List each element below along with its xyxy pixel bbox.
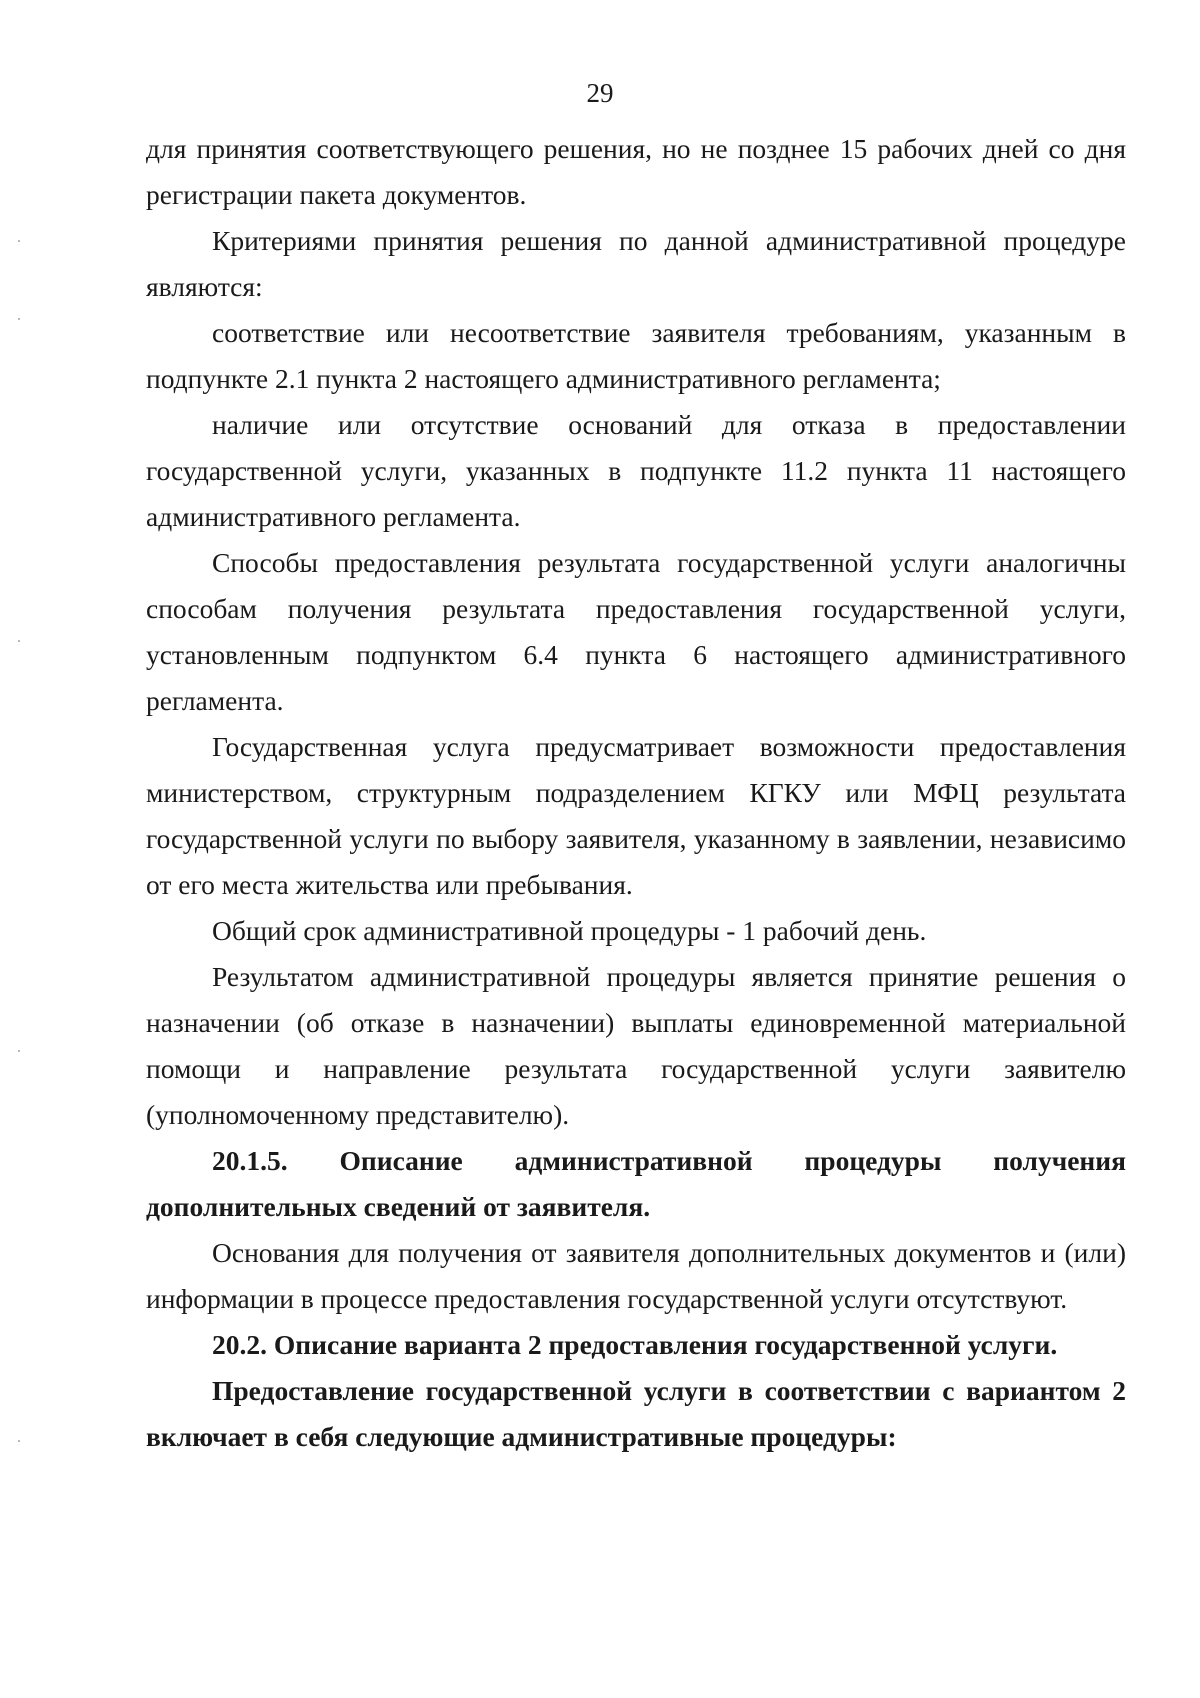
paragraph-result-delivery: Способы предоставления результата государственной услуги аналогичны способам получения результата предоставления государственной услуги, установленным подпунктом 6.4 пункта 6 настоящего административного регламента. (146, 547, 1126, 716)
paragraph-deadline: для принятия соответствующего решения, но не позднее 15 рабочих дней со дня регистрации пакета документов. (146, 133, 1126, 210)
scan-speck (18, 1050, 20, 1052)
paragraph-criteria-intro: Критериями принятия решения по данной административной процедуре являются: (146, 225, 1126, 302)
paragraph-criteria-refusal-grounds: наличие или отсутствие оснований для отказа в предоставлении государственной услуги, указанных в подпункте 11.2 пункта 11 настоящего административного регламента. (146, 409, 1126, 532)
page-number: 29 (586, 78, 614, 108)
paragraph-service-options: Государственная услуга предусматривает возможности предоставления министерством, структурным подразделением КГКУ или МФЦ результата государственной услуги по выбору заявителя, указанному в заявлении, независимо от его места жительства или пребывания. (146, 731, 1126, 900)
paragraph-procedure-result: Результатом административной процедуры является принятие решения о назначении (об отказе в назначении) выплаты единовременной материальной помощи и направление результата государственной услуги заявителю (уполномоченному представителю). (146, 961, 1126, 1130)
document-body (146, 126, 1126, 1460)
paragraph-criteria-compliance: соответствие или несоответствие заявителя требованиям, указанным в подпункте 2.1 пункта 2 настоящего административного регламента; (146, 317, 1126, 394)
section-heading-20-1-5: 20.1.5. Описание административной процедуры получения дополнительных сведений от заявителя. (146, 1145, 1126, 1222)
scan-speck (18, 318, 20, 320)
scan-speck (18, 1440, 20, 1442)
scan-speck (18, 640, 20, 642)
paragraph-additional-info: Основания для получения от заявителя дополнительных документов и (или) информации в процессе предоставления государственной услуги отсутствуют. (146, 1237, 1126, 1314)
paragraph-variant-2-procedures: Предоставление государственной услуги в соответствии с вариантом 2 включает в себя следующие административные процедуры: (146, 1375, 1126, 1452)
scan-speck (18, 240, 20, 242)
paragraph-total-duration: Общий срок административной процедуры - 1 рабочий день. (212, 915, 927, 946)
section-heading-20-2: 20.2. Описание варианта 2 предоставления государственной услуги. (212, 1329, 1058, 1360)
